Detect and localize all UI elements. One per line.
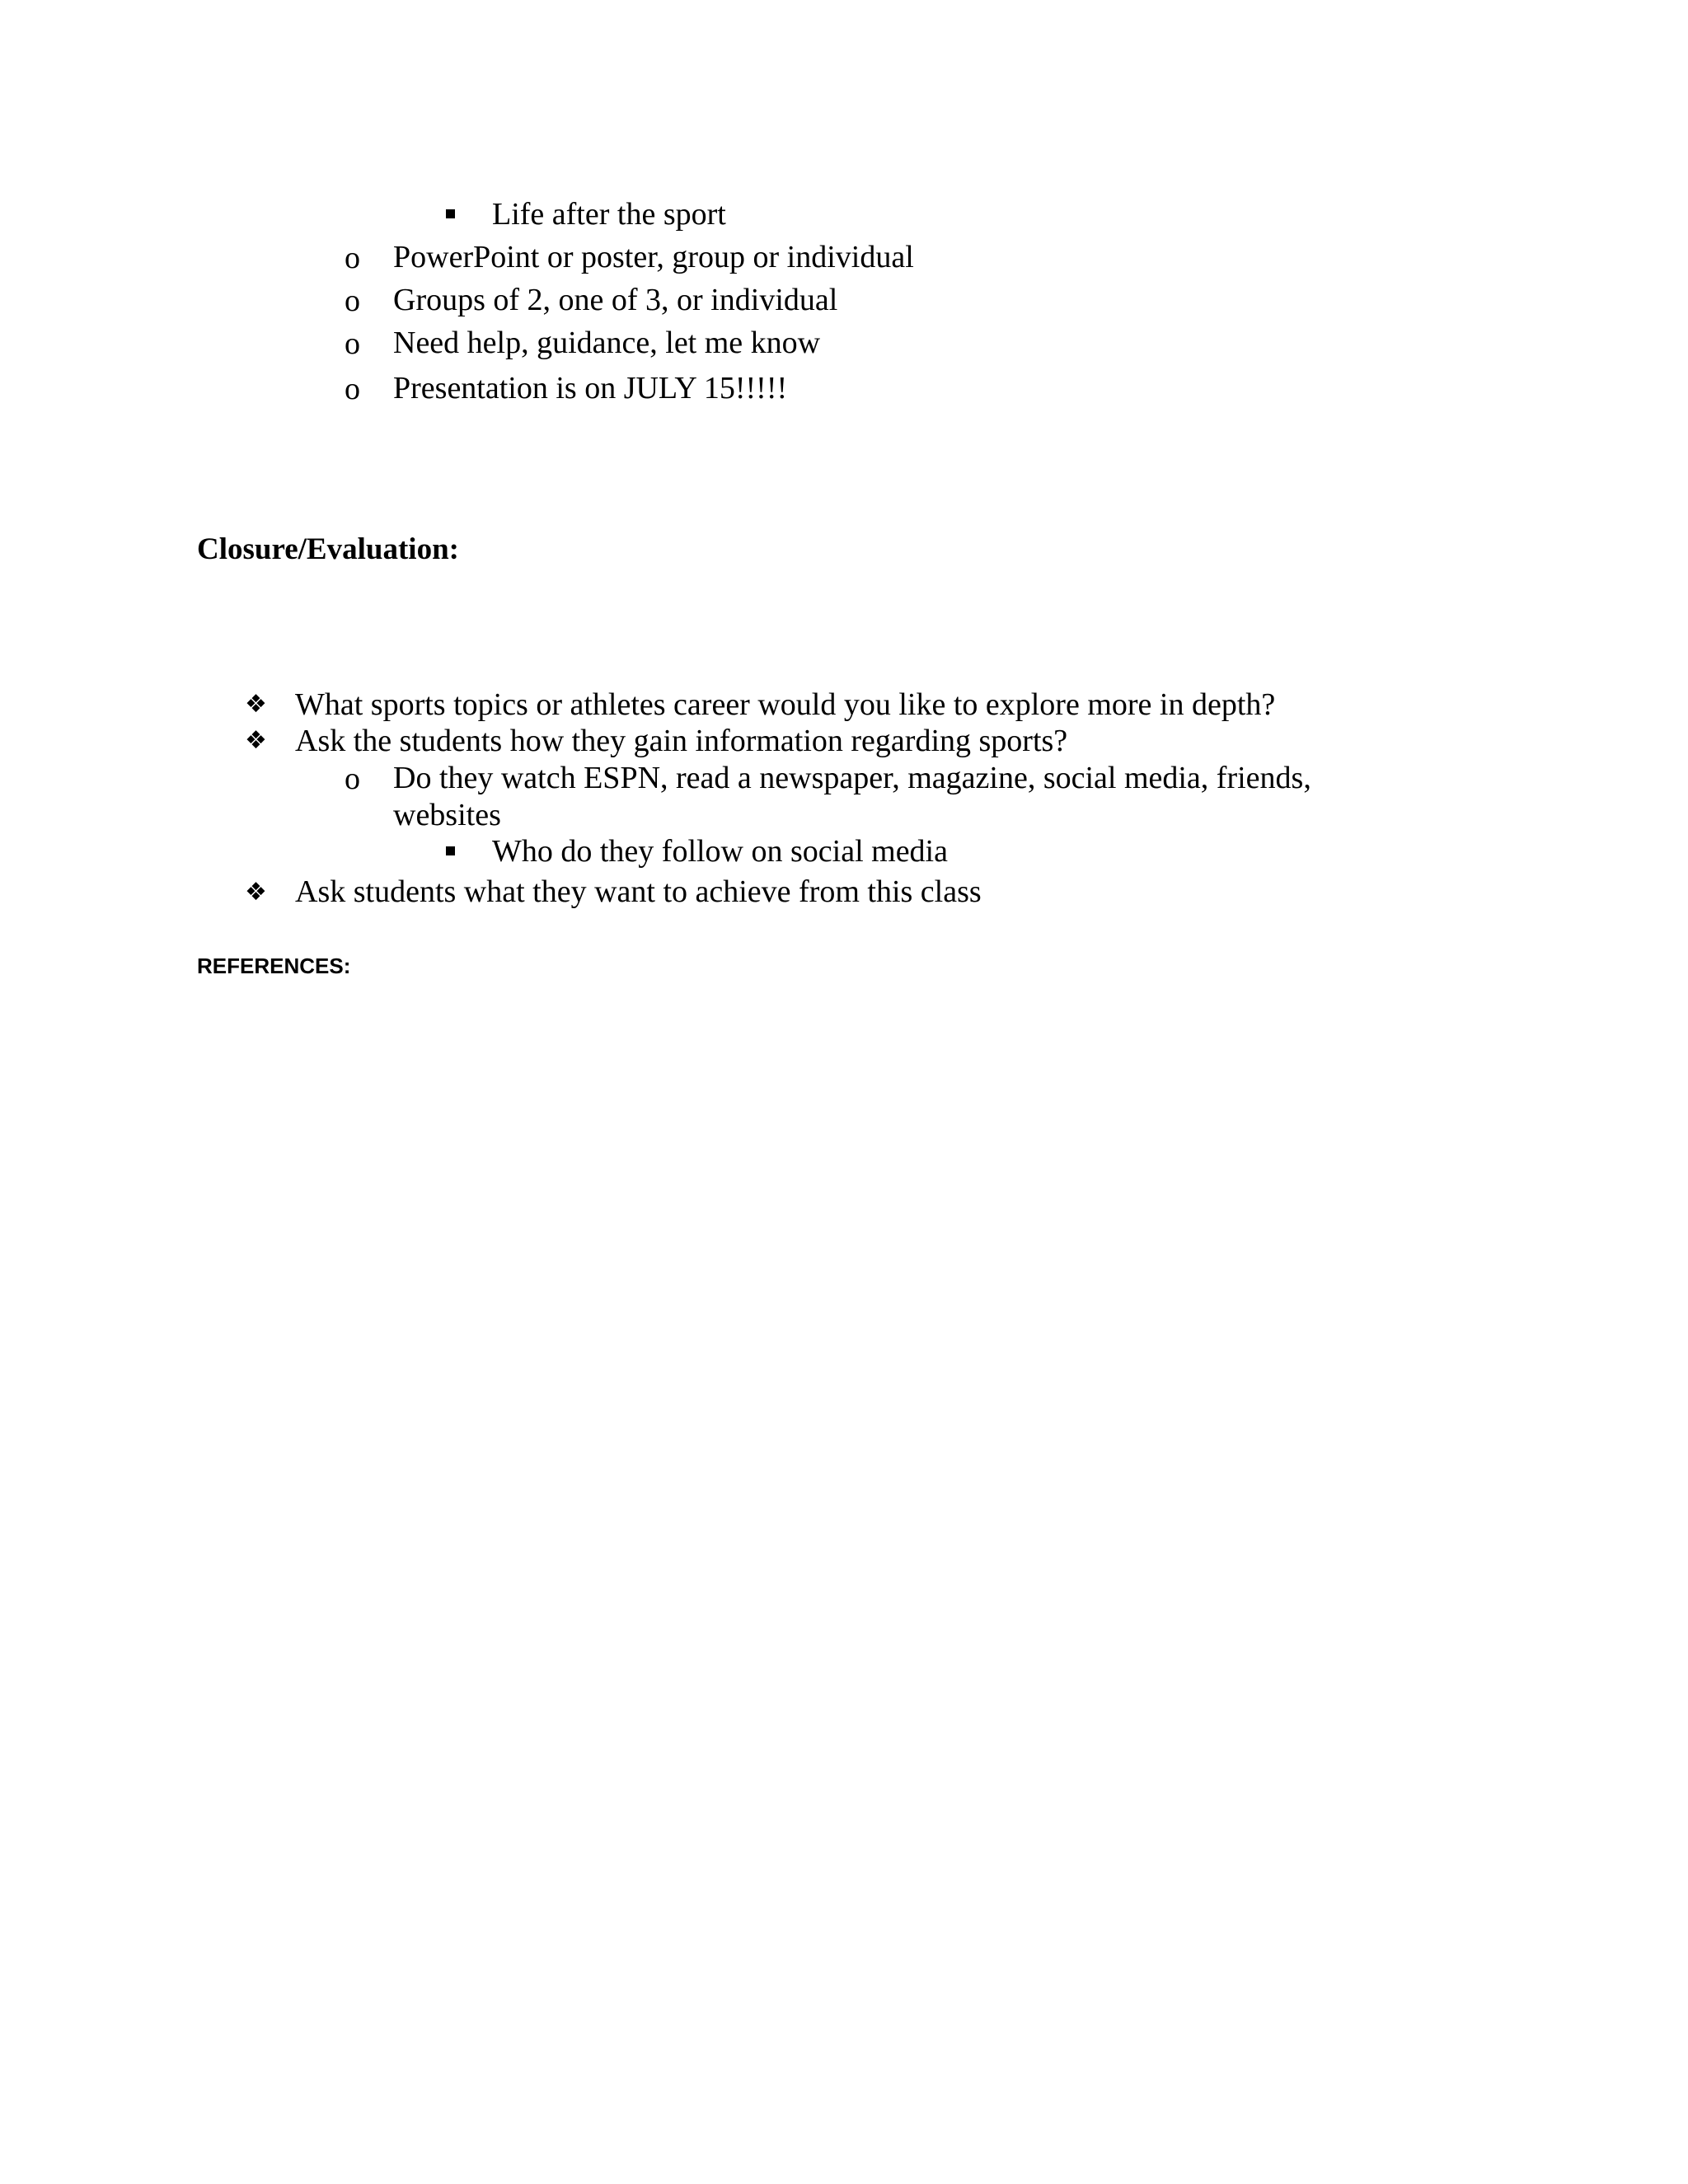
closure-nested-line-1: Do they watch ESPN, read a newspaper, magazine, social media, friends,	[393, 761, 1311, 795]
closure-item-topics: What sports topics or athletes career would you like to explore more in depth?	[295, 687, 1276, 722]
closure-heading: Closure/Evaluation:	[197, 532, 459, 566]
diamond-bullet-icon: ❖	[245, 726, 267, 755]
list-item-life-after-sport: Life after the sport	[492, 197, 726, 232]
circle-bullet-icon: o	[345, 326, 360, 361]
square-bullet-icon	[446, 846, 455, 855]
list-item-groups: Groups of 2, one of 3, or individual	[393, 283, 838, 317]
diamond-bullet-icon: ❖	[245, 690, 267, 719]
closure-item-achieve: Ask students what they want to achieve from this class	[295, 874, 982, 909]
list-item-presentation-date: Presentation is on JULY 15!!!!!	[393, 371, 788, 405]
list-item-format: PowerPoint or poster, group or individual	[393, 240, 914, 274]
circle-bullet-icon: o	[345, 762, 360, 796]
circle-bullet-icon: o	[345, 284, 360, 318]
square-bullet-icon	[446, 209, 455, 218]
references-heading: REFERENCES:	[197, 954, 351, 978]
list-item-help: Need help, guidance, let me know	[393, 326, 821, 360]
circle-bullet-icon: o	[345, 372, 360, 406]
closure-nested-line-2: websites	[393, 798, 501, 832]
closure-item-information: Ask the students how they gain information regarding sports?	[295, 724, 1068, 758]
diamond-bullet-icon: ❖	[245, 878, 267, 907]
circle-bullet-icon: o	[345, 241, 360, 275]
closure-nested-sub-item: Who do they follow on social media	[492, 834, 948, 869]
